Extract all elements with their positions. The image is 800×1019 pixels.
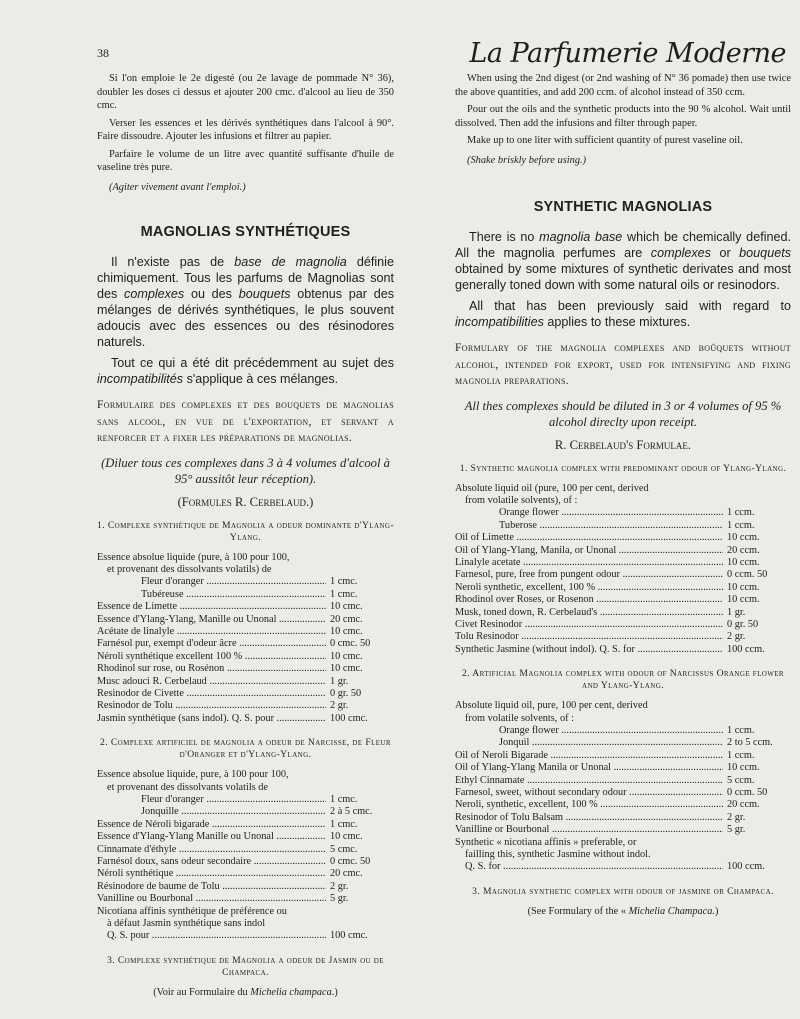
fr-intro-paragraph: Tout ce qui a été dit précédemment au sujet des incompatibilités s'applique à ces mélanges. (97, 356, 394, 386)
fr-paragraph: Parfaire le volume de un litre avec quantité suffisante d'huile de vaseline très pure. (97, 148, 394, 173)
recipe-text: et provenant des dissolvants volatils) de (107, 563, 272, 575)
recipe-text: Essence absolue liquide, pure, à 100 pour 100, (97, 769, 289, 781)
recipe-line: Tubéreuse ..... 1 cmc. (97, 589, 394, 601)
recipe-line: Essence d'Ylang-Ylang Manille ou Unonal ..... 10 cmc. (97, 831, 394, 843)
en-formula-3-reference: (See Formulary of the « Michelia Champaca.) (527, 905, 719, 917)
en-formula-2-heading: 2. Artificial Magnolia complex with odour of Narcissus Orange flower and Ylang-Ylang. (462, 668, 784, 692)
en-formulae-heading: R. Cerbelaud's Formulae. (554, 437, 692, 452)
recipe-text: et provenant des dissolvants volatils de (107, 781, 269, 793)
en-intro-paragraph: All that has been previously said with regard to incompatibilities applies to these mixtures. (455, 299, 791, 329)
left-column (97, 72, 394, 999)
right-column (455, 72, 791, 918)
fr-paragraph: Verser les essences et les dérivés synthétiques dans l'alcool à 90°. Faire dissoudre. Ajouter les infusions et filtrer au papier. (97, 117, 394, 142)
recipe-text: Nicotiana affinis synthétique de préférence ou (97, 905, 287, 917)
recipe-line: Fleur d'oranger ..... 1 cmc. (97, 576, 394, 588)
en-shake-note: (Shake briskly before using.) (467, 154, 587, 166)
recipe-line: Linalyle acetate ..... 10 ccm. (455, 557, 791, 569)
en-formulary-title: Formulary of the magnolia complexes and boûquets without alcohol, intended for export, used for intensifying and fixing magnolia preparations. (455, 341, 791, 387)
en-formula-1-list (455, 483, 791, 657)
recipe-line: Synthetic Jasmine (without indol). Q. S. for ..... 100 ccm. (455, 644, 791, 656)
recipe-text: Synthetic « nicotiana affinis » preferable, or (455, 836, 637, 848)
recipe-line: Farnesol, sweet, without secondary odour ..... 0 ccm. 50 (455, 787, 791, 799)
recipe-line: Q. S. pour ..... 100 cmc. (97, 930, 394, 942)
recipe-line: Tuberose ..... 1 ccm. (455, 520, 791, 532)
fr-formulaire-title: Formulaire des complexes et des bouquets de magnolias sans alcool, en vue de l'exportation, et servant a renforcer et a fixer les préparations de magnolias. (97, 398, 394, 444)
recipe-line: Tolu Resinodor ..... 2 gr. (455, 631, 791, 643)
en-paragraph: Make up to one liter with sufficient quantity of purest vaseline oil. (467, 135, 743, 146)
fr-formula-3-heading: 3. Complexe synthétique de Magnolia a odeur de Jasmin ou de Champaca. (107, 954, 384, 978)
fr-formula-1-list (97, 552, 394, 726)
recipe-line: Cinnamate d'éthyle ..... 5 cmc. (97, 844, 394, 856)
recipe-text: Essence absolue liquide (pure, à 100 pour 100, (97, 551, 290, 563)
recipe-line: Jonquille ..... 2 à 5 cmc. (97, 806, 394, 818)
recipe-line: Orange flower ..... 1 ccm. (455, 725, 791, 737)
recipe-line: Resinodor de Civette ..... 0 gr. 50 (97, 688, 394, 700)
recipe-text: Absolute liquid oil, pure, 100 per cent, derived (455, 700, 648, 712)
fr-intro-paragraph: Il n'existe pas de base de magnolia définie chimiquement. Tous les parfums de Magnolias sont des complexes ou des bouquets obtenus par des mélanges de dérivés synthétiques, le plus souvent adoucis avec des essences ou des résinodores naturels. (97, 255, 395, 349)
en-formula-2-list (455, 700, 791, 874)
recipe-line: Resinodor of Tolu Balsam ..... 2 gr. (455, 812, 791, 824)
fr-formula-1-heading: 1. Complexe synthétique de Magnolia a odeur dominante d'Ylang-Ylang. (97, 519, 394, 543)
recipe-line: Résinodore de baume de Tolu ..... 2 gr. (97, 881, 394, 893)
en-formula-3-heading: 3. Magnolia synthetic complex with odour of jasmine or Champaca. (472, 885, 774, 897)
recipe-line: Oil of Limette ..... 10 ccm. (455, 532, 791, 544)
recipe-line: Q. S. for ..... 100 ccm. (455, 861, 791, 873)
running-title: La Parfumerie Moderne (469, 38, 786, 69)
recipe-line: Ethyl Cinnamate ..... 5 ccm. (455, 775, 791, 787)
recipe-line: Essence de Limette ..... 10 cmc. (97, 601, 394, 613)
page-number: 38 (97, 46, 109, 60)
recipe-line: Acétate de linalyle ..... 10 cmc. (97, 626, 394, 638)
recipe-line: Civet Resinodor ..... 0 gr. 50 (455, 619, 791, 631)
recipe-line: Fleur d'oranger ..... 1 cmc. (97, 794, 394, 806)
recipe-line: Oil of Neroli Bigarade ..... 1 ccm. (455, 750, 791, 762)
recipe-text: à défaut Jasmin synthétique sans indol (107, 918, 266, 930)
recipe-line: Farnésol doux, sans odeur secondaire ..... 0 cmc. 50 (97, 856, 394, 868)
fr-section-heading: MAGNOLIAS SYNTHÉTIQUES (140, 224, 351, 240)
recipe-text: failling this, synthetic Jasmine without indol. (465, 849, 651, 861)
recipe-line: Essence de Néroli bigarade ..... 1 cmc. (97, 819, 394, 831)
recipe-text: from volatile solvents, of : (465, 712, 574, 724)
recipe-line: Rhodinol over Roses, or Rosenon ..... 10 ccm. (455, 594, 791, 606)
recipe-line: Farnésol pur, exempt d'odeur âcre ..... 0 cmc. 50 (97, 638, 394, 650)
recipe-line: Orange flower ..... 1 ccm. (455, 507, 791, 519)
recipe-line: Néroli synthétique ..... 20 cmc. (97, 868, 394, 880)
recipe-line: Neroli, synthetic, excellent, 100 % ..... 20 ccm. (455, 799, 791, 811)
recipe-line: Oil of Ylang-Ylang, Manila, or Unonal ..... 20 ccm. (455, 545, 791, 557)
recipe-line: Oil of Ylang-Ylang Manila or Unonal ..... 10 ccm. (455, 762, 791, 774)
recipe-text: Absolute liquid oil (pure, 100 per cent, derived (455, 482, 649, 494)
recipe-line: Resinodor de Tolu ..... 2 gr. (97, 700, 394, 712)
recipe-line: Vanilline or Bourbonal ..... 5 gr. (455, 824, 791, 836)
en-dilution-note: All thes complexes should be diluted in 3 or 4 volumes of 95 % alcohol direclty upon receipt. (464, 398, 782, 429)
recipe-line: Jasmin synthétique (sans indol). Q. S. pour ..... 100 cmc. (97, 713, 394, 725)
recipe-line: Néroli synthétique excellent 100 % ..... 10 cmc. (97, 651, 394, 663)
recipe-line: Musc adouci R. Cerbelaud ..... 1 gr. (97, 676, 394, 688)
en-section-heading: SYNTHETIC MAGNOLIAS (533, 199, 713, 215)
en-paragraph: When using the 2nd digest (or 2nd washing of N° 36 pomade) then use twice the above quantities, and add 200 ccm. of alcohol instead of 350 ccm. (455, 73, 791, 98)
recipe-line: Essence d'Ylang-Ylang, Manille ou Unonal ..... 20 cmc. (97, 614, 394, 626)
en-intro-paragraph: There is no magnolia base which be chemically defined. All the magnolia perfumes are complexes or bouquets obtained by some mixtures of synthetic derivates and most generally toned down with some natural oils or resinodors. (455, 230, 792, 292)
recipe-line: Neroli synthetic, excellent, 100 % ..... 10 ccm. (455, 582, 791, 594)
fr-paragraph: Si l'on emploie le 2e digesté (ou 2e lavage de pommade N° 36), doubler les doses ci dessus et ajouter 200 cmc. d'alcool au lieu de 350 cmc. (97, 73, 394, 111)
recipe-line: Musk, toned down, R. Cerbelaud's ..... 1 gr. (455, 607, 791, 619)
fr-dilution-note: (Diluer tous ces complexes dans 3 à 4 volumes d'alcool à 95° aussitôt leur réception). (101, 455, 390, 486)
en-formula-1-heading: 1. Synthetic magnolia complex with predominant odour of Ylang-Ylang. (459, 462, 787, 474)
en-paragraph: Pour out the oils and the synthetic products into the 90 % alcohol. Wait until dissolved. Then add the infusions and filter through paper. (455, 104, 791, 129)
fr-agiter-note: (Agiter vivement avant l'emploi.) (109, 181, 246, 193)
fr-formules-heading: (Formules R. Cerbelaud.) (177, 494, 314, 509)
recipe-line: Jonquil ..... 2 to 5 ccm. (455, 737, 791, 749)
fr-formula-2-heading: 2. Complexe artificiel de magnolia a odeur de Narcisse, de Fleur d'Oranger et d'Ylang-Ylang. (100, 737, 391, 761)
recipe-line: Vanilline ou Bourbonal ..... 5 gr. (97, 893, 394, 905)
recipe-line: Rhodinol sur rose, ou Rosénon ..... 10 cmc. (97, 663, 394, 675)
fr-formula-3-reference: (Voir au Formulaire du Michelia champaca.) (153, 986, 338, 998)
recipe-text: from volatile solvents), of : (465, 494, 578, 506)
recipe-line: Farnesol, pure, free from pungent odour ..... 0 ccm. 50 (455, 569, 791, 581)
fr-formula-2-list (97, 769, 394, 943)
